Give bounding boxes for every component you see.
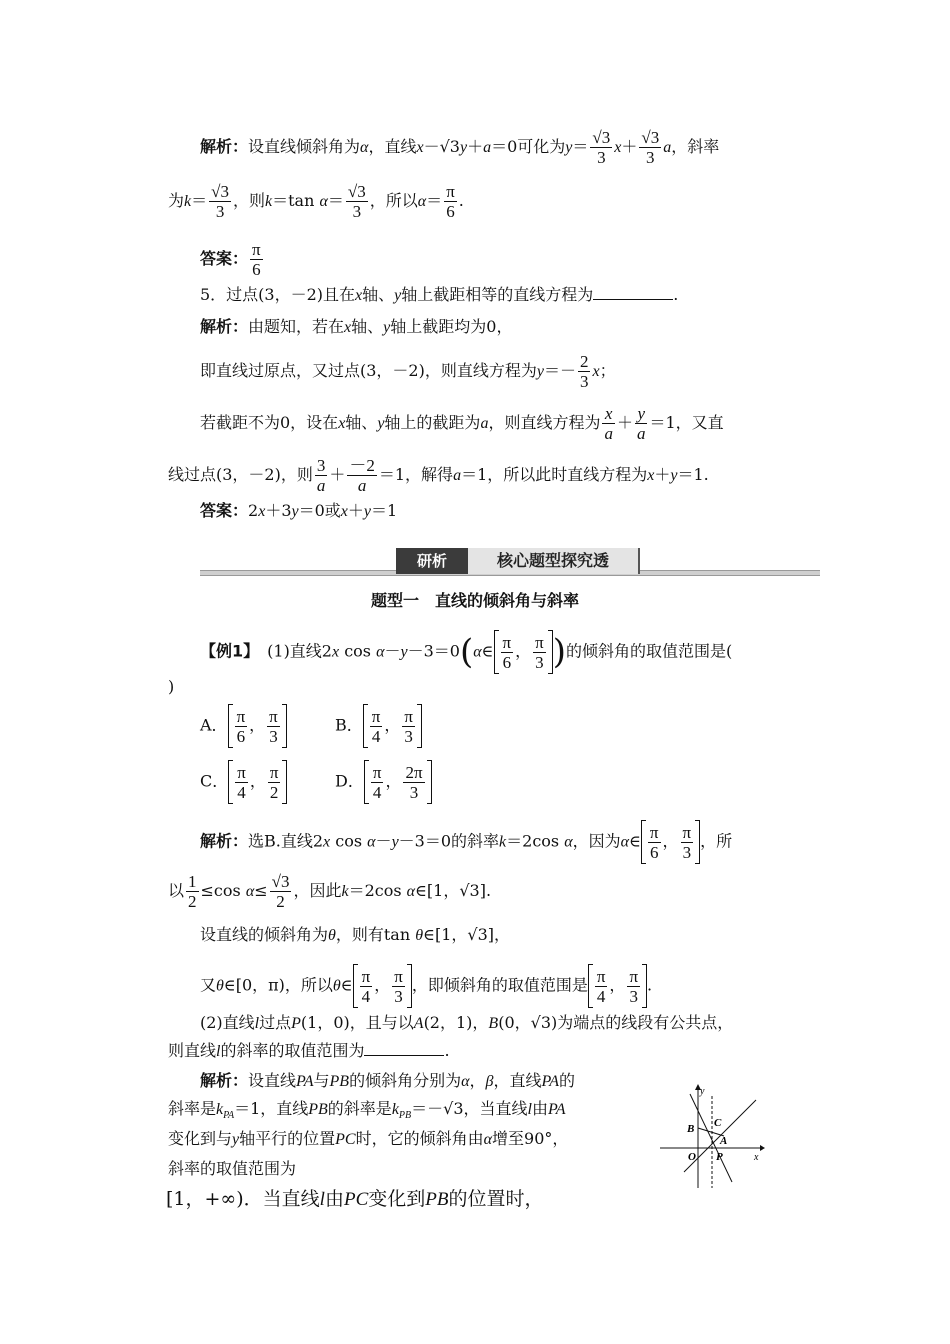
solution-1-line4: 又θ∈[0，π)，所以θ∈ $\frac{\pi}{4}$ ， $\frac{\pi}{3}$ ，即倾斜角的取值范围是 $\frac{\pi}{4}$ ， $\frac{\pi}{3}$ . [200, 964, 652, 1008]
banner-tag-dark: 研析 [396, 548, 468, 574]
label-O: O [688, 1151, 696, 1163]
option-B: B． $\frac{\pi}{4}$ ， $\frac{\pi}{3}$ [335, 704, 422, 748]
answer-line: 答案： $\frac{\pi}{6}$ [200, 240, 261, 279]
answer-5: 答案：2x＋3y＝0或x＋y＝1 [200, 501, 398, 520]
solution-2-line1: 解析：设直线PA与PB的倾斜角分别为α，β，直线PA的 [200, 1071, 575, 1090]
question-2-line2: 则直线l的斜率的取值范围为 . [168, 1041, 450, 1060]
answer-blank [364, 1041, 444, 1056]
answer-blank [593, 285, 673, 300]
solution-2-line2: 斜率是$k_{PA}=1$，直线PB的斜率是$k_{PB}=-√3$，当直线l由PA [168, 1099, 566, 1122]
section-banner [200, 548, 820, 582]
question-5: 5．过点(3，－2)且在x轴、y轴上截距相等的直线方程为 . [200, 285, 679, 304]
example-1: 【例1】 (1)直线2x cos α－y－3＝0(α∈ $\frac{\pi}{6}$ ， $\frac{\pi}{3}$ )的倾斜角的取值范围是( [200, 632, 733, 672]
label-C: C [714, 1117, 722, 1129]
x-arrow-icon [760, 1145, 765, 1151]
solution-2-line4: 斜率的取值范围为 [168, 1159, 297, 1178]
solution-5-line1: 解析：由题知，若在x轴、y轴上截距均为0， [200, 317, 513, 336]
solution-1-line2: 以 $\frac{1}{2}$ ≤cos α≤ $\frac{√3}{2}$ ，因此k＝2cos α∈[1，√3]. [168, 872, 492, 911]
example-1-close: ) [168, 677, 175, 696]
label-P: P [716, 1151, 723, 1163]
option-A: A． $\frac{\pi}{6}$ ， $\frac{\pi}{3}$ [200, 704, 287, 748]
answer-label: 答案： [200, 501, 249, 520]
section-title: 题型一 直线的倾斜角与斜率 [370, 591, 579, 610]
solution-label: 解析： [200, 137, 249, 156]
solution-2-line3: 变化到与y轴平行的位置PC时，它的倾斜角由α增至90°， [168, 1129, 569, 1148]
option-D: D． $\frac{\pi}{4}$ ， $\frac{2\pi}{3}$ [335, 760, 432, 804]
coordinate-figure [654, 1082, 766, 1192]
solution-5-line2: 即直线过原点，又过点(3，－2)，则直线方程为y＝－ $\frac{2}{3}$ x； [200, 352, 616, 391]
label-y: y [700, 1086, 705, 1097]
answer-label: 答案： [200, 249, 249, 268]
option-C: C． $\frac{\pi}{4}$ ， $\frac{\pi}{2}$ [200, 760, 287, 804]
label-B: B [687, 1123, 695, 1135]
question-2-line1: (2)直线l过点P(1，0)，且与以A(2，1)，B(0，√3)为端点的线段有公共点， [200, 1013, 734, 1032]
label-x: x [754, 1152, 759, 1163]
solution-line-cont: 为k＝ $\frac{√3}{3}$ ，则k＝tan α＝ $\frac{√3}{3}$ ，所以α＝ $\frac{\pi}{6}$ . [168, 182, 464, 221]
solution-1-line1: 解析：选B.直线2x cos α－y－3＝0的斜率k＝2cos α，因为α∈ $\frac{\pi}{6}$ ， $\frac{\pi}{3}$ ，所 [200, 820, 732, 864]
banner-tag-light: 核心题型探究透 [468, 548, 640, 574]
solution-line: 解析：设直线倾斜角为α，直线x－√3y＋a＝0可化为y＝ $\frac{√3}{3}$ x＋ $\frac{√3}{3}$ a，斜率 [200, 128, 720, 167]
example-label: 【例1】 [200, 641, 252, 661]
label-A: A [720, 1135, 728, 1147]
solution-5-line3: 若截距不为0，设在x轴、y轴上的截距为a，则直线方程为 $\frac{x}{a}$ ＋ $\frac{y}{a}$ ＝1，又直 [200, 404, 724, 443]
solution-label: 解析： [200, 317, 249, 336]
solution-2-line5: [1，+∞)．当直线l由PC变化到PB的位置时， [166, 1188, 544, 1210]
solution-1-line3: 设直线的倾斜角为θ，则有tan θ∈[1，√3]， [200, 925, 510, 944]
solution-5-line4: 线过点(3，－2)，则 $\frac{3}{a}$ ＋ $\frac{-2}{a}$ ＝1，解得a＝1，所以此时直线方程为x＋y＝1. [168, 456, 709, 495]
solution-text: 设直线倾斜角为α，直线x－√3y＋a＝0可化为y＝ $\frac{√3}{3}$ x＋ $\frac{√3}{3}$ a [248, 128, 672, 167]
